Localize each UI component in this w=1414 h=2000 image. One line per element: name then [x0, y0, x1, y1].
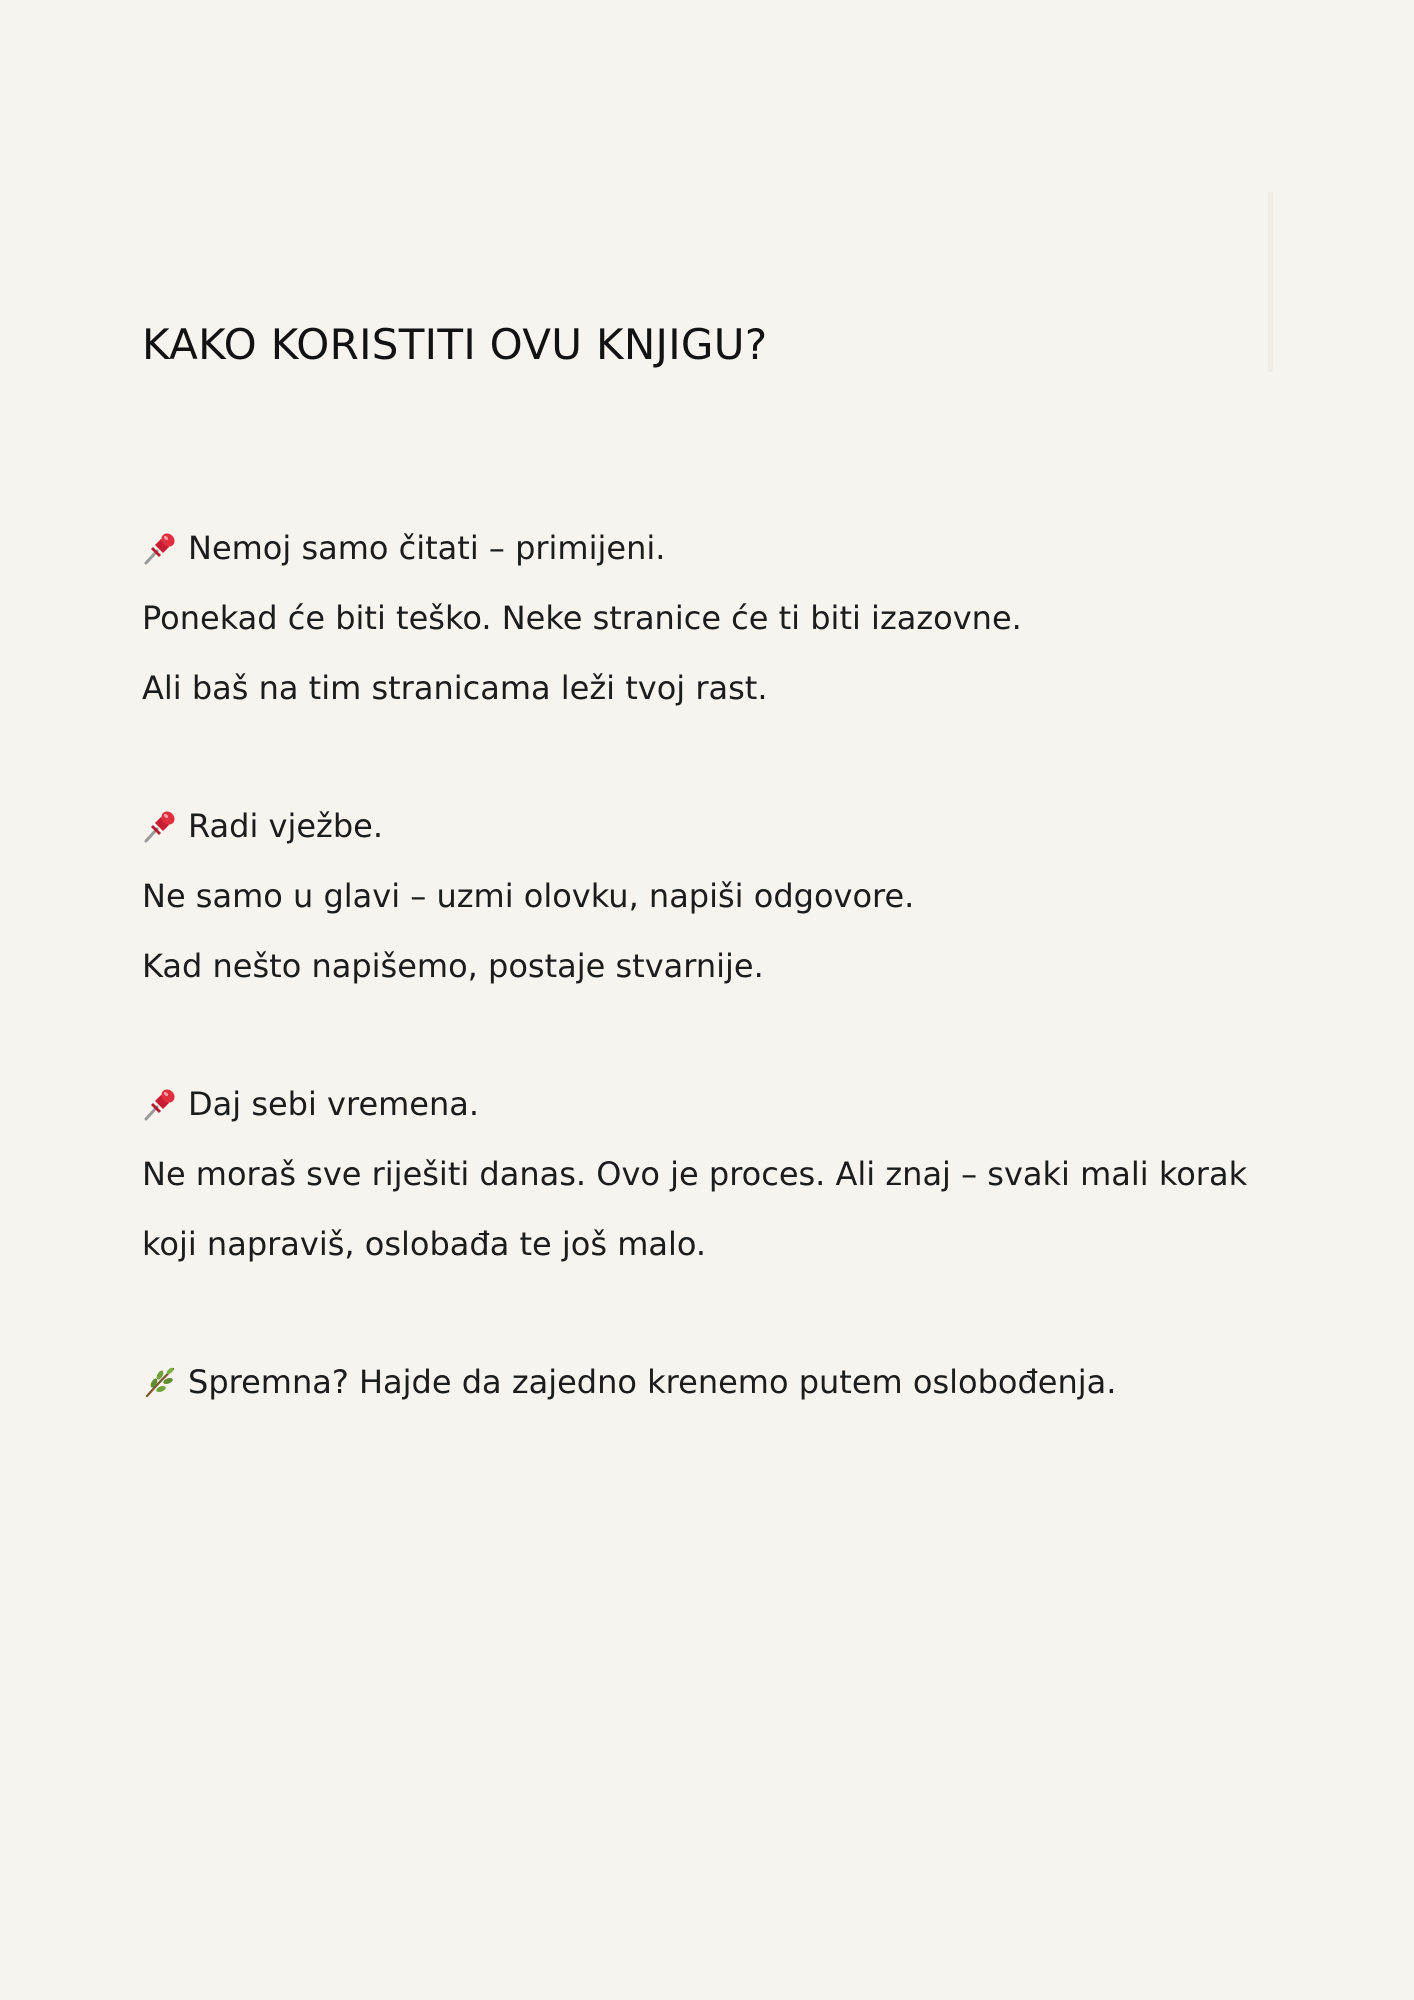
body-line: Ne samo u glavi – uzmi olovku, napiši odgovore. — [142, 877, 915, 915]
pushpin-icon — [142, 530, 178, 566]
section-heading — [142, 513, 1292, 583]
body-line: Ne moraš sve riješiti danas. Ovo je proces. Ali znaj – svaki mali korak — [142, 1155, 1248, 1193]
section-heading-text: Radi vježbe. — [188, 807, 383, 845]
body-line: Ponekad će biti teško. Neke stranice će ti biti izazovne. — [142, 599, 1022, 637]
body-line: koji napraviš, oslobađa te još malo. — [142, 1225, 707, 1263]
herb-icon — [142, 1364, 178, 1400]
pushpin-icon — [142, 1086, 178, 1122]
body-line: Ali baš na tim stranicama leži tvoj rast. — [142, 669, 768, 707]
page-title: KAKO KORISTITI OVU KNJIGU? — [142, 320, 768, 369]
section-closing — [142, 1347, 1292, 1417]
section-heading — [142, 1347, 1292, 1417]
section-heading-text: Daj sebi vremena. — [188, 1085, 480, 1123]
section-heading-text: Spremna? Hajde da zajedno krenemo putem oslobođenja. — [188, 1363, 1117, 1401]
section-apply — [142, 513, 1292, 723]
body-line: Kad nešto napišemo, postaje stvarnije. — [142, 947, 764, 985]
section-exercises — [142, 791, 1292, 1001]
pushpin-icon — [142, 808, 178, 844]
section-heading-text: Nemoj samo čitati – primijeni. — [188, 529, 666, 567]
section-heading — [142, 791, 1292, 861]
section-time — [142, 1069, 1292, 1279]
section-heading — [142, 1069, 1292, 1139]
page-edge-shadow — [1268, 192, 1273, 372]
